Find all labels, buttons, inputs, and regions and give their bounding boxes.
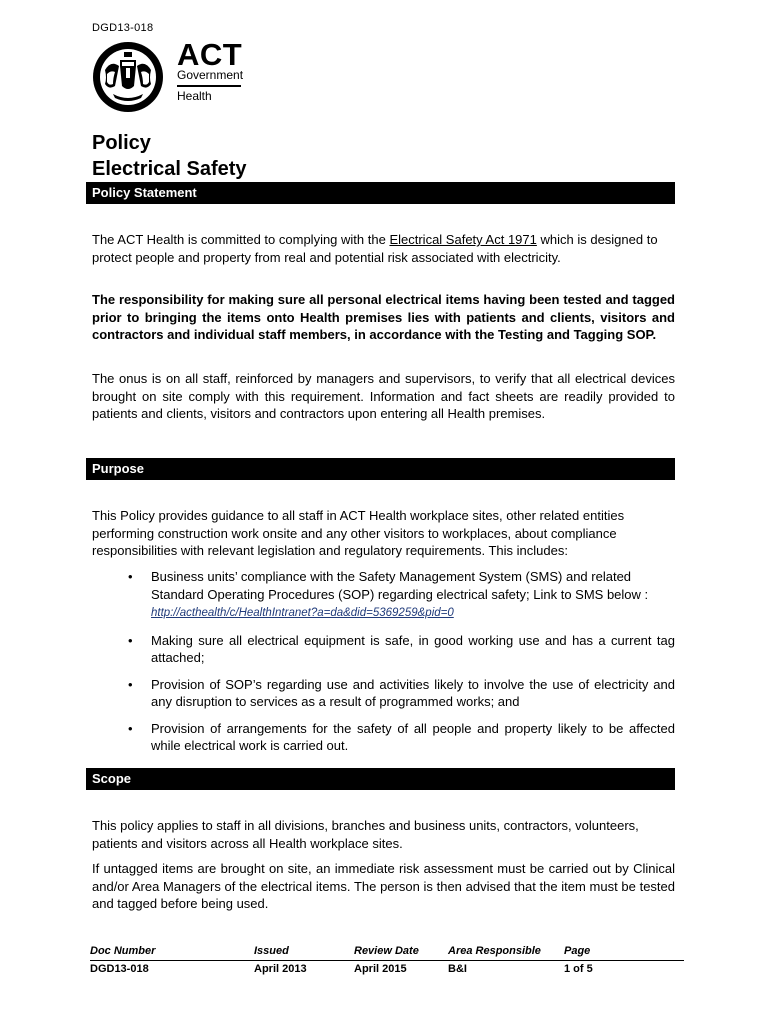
logo-health-text: Health [177,88,212,103]
policy-p1-after: which is designed to protect people and property from real and potential risk associated with electricity. [92,232,658,265]
act-health-logo [91,37,251,114]
logo-wordmark [177,37,249,103]
footer-issued: April 2013 [254,963,307,975]
list-item [92,720,675,755]
footer-header-area-responsible: Area Responsible [448,945,541,957]
footer-review-date: April 2015 [354,963,407,975]
logo-divider [177,85,241,87]
bullet-4-text: Provision of arrangements for the safety of all people and property likely to be affected while electrical work is carried out. [151,720,675,753]
doc-code: DGD13-018 [92,22,154,34]
purpose-intro: This Policy provides guidance to all staff in ACT Health workplace sites, other related entities performing construction work onsite and any other visitors to workplaces, about compliance responsibilities with relevant legislation and regulatory requirements. This includes: [92,508,625,558]
bullet-icon: • [128,720,133,736]
scope-paragraph-2: If untagged items are brought on site, an immediate risk assessment must be carried out by Clinical and/or Area Managers of the electrical items. The person is then advised that the item must be tested and tagged before being used. [92,861,675,911]
section-heading-purpose: Purpose [86,458,675,480]
title-line-policy: Policy [92,132,151,154]
footer-header-page: Page [564,945,591,957]
policy-paragraph-2: The responsibility for making sure all personal electrical items having been tested and tagged prior to bringing the items onto Health premises lies with patients and clients, visitors and contractors and individual staff members, in accordance with the Testing and Tagging SOP. [92,292,675,342]
footer-value-row [90,963,684,977]
bullet-2-text: Making sure all electrical equipment is safe, in good working use and has a current tag attached; [151,632,675,665]
electrical-safety-act-reference: Electrical Safety Act 1971 [389,232,537,247]
section-heading-policy-statement: Policy Statement [86,182,675,204]
policy-paragraph-1 [92,231,675,266]
logo-government-text: Government [177,68,244,82]
bullet-icon: • [128,676,133,692]
section-heading-scope: Scope [86,768,675,790]
bullet-icon: • [128,569,133,584]
act-coat-of-arms-icon [91,40,167,114]
bullet-icon: • [128,632,133,648]
purpose-bullet-list [92,568,675,755]
footer-header-review-date: Review Date [354,945,419,957]
document-footer [90,945,684,977]
scope-paragraph-1: This policy applies to staff in all divisions, branches and business units, contractors, volunteers, patients and visitors across all Health workplace sites. [92,818,639,851]
bullet-1-text: Business units’ compliance with the Safety Management System (SMS) and related Standard Operating Procedures (SOP) regarding electrical safety; Link to SMS below : [151,569,649,602]
footer-area-responsible: B&I [448,963,467,975]
footer-header-doc-number: Doc Number [90,945,156,957]
bullet-3-text: Provision of SOP’s regarding use and activities likely to involve the use of electricity and any disruption to services as a result of programmed works; and [151,676,675,709]
list-item [92,676,675,711]
list-item [92,632,675,667]
title-line-electrical-safety: Electrical Safety [92,158,247,180]
footer-divider [90,960,684,961]
footer-page-number: 1 of 5 [564,963,593,975]
page-title [92,130,247,182]
logo-act-text: ACT [177,37,243,72]
footer-header-row [90,945,684,959]
list-item [92,568,675,623]
sms-intranet-link[interactable]: http://acthealth/c/HealthIntranet?a=da&did=5369259&pid=0 [151,607,454,619]
footer-doc-number: DGD13-018 [90,963,149,975]
policy-p1-before: The ACT Health is committed to complying with the [92,232,390,247]
footer-header-issued: Issued [254,945,289,957]
policy-paragraph-3: The onus is on all staff, reinforced by managers and supervisors, to verify that all electrical devices brought on site comply with this requirement. Information and fact sheets are readily provided to patients and clients, visitors and contractors upon entering all Health premises. [92,371,675,421]
